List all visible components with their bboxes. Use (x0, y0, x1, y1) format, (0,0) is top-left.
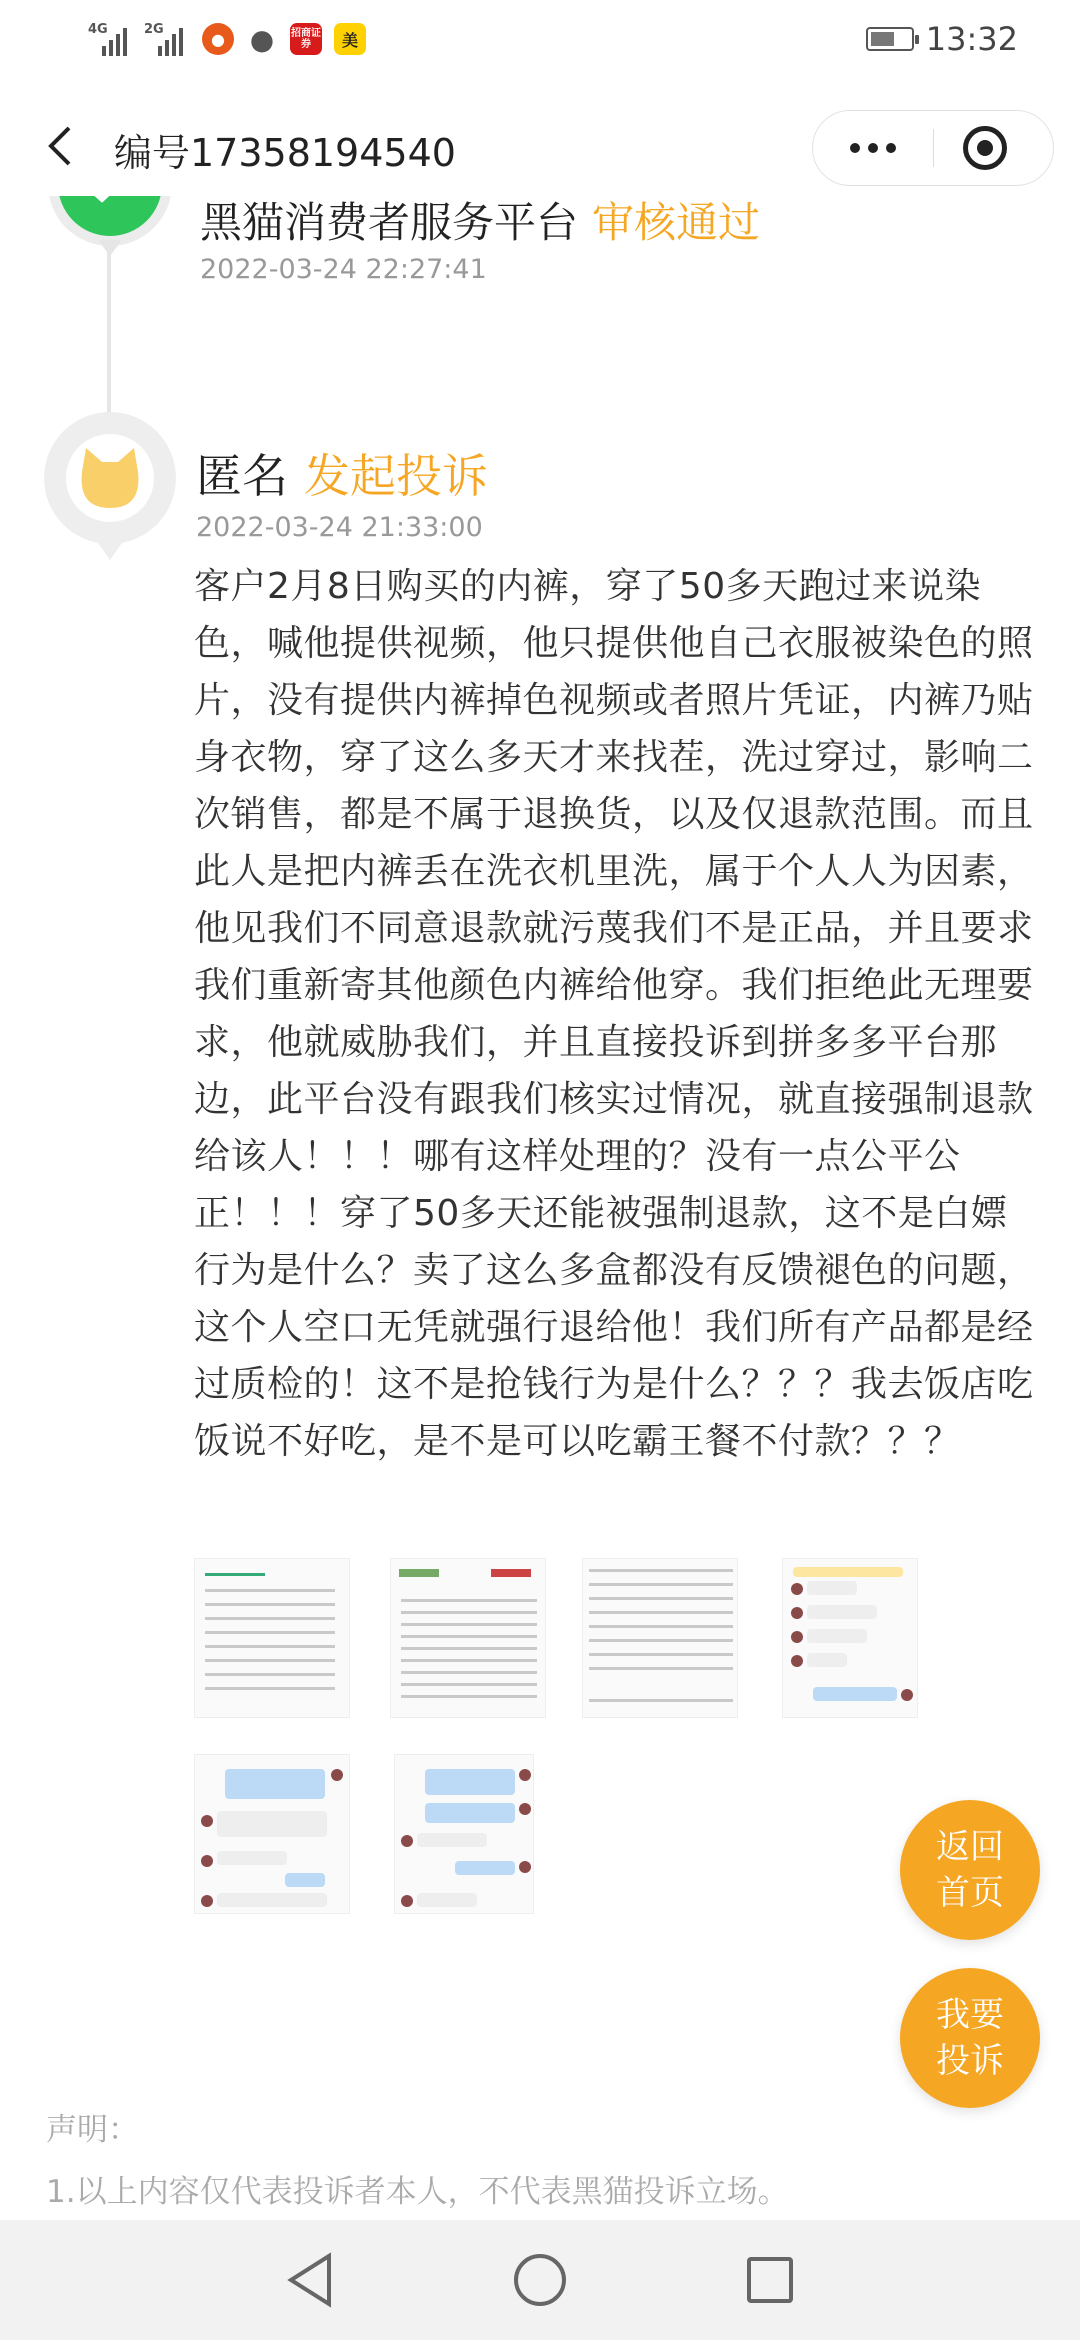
file-complaint-button[interactable]: 我要 投诉 (900, 1968, 1040, 2108)
attachment-thumbnail[interactable] (194, 1558, 350, 1718)
qq-app-icon: ● (246, 23, 278, 55)
more-button[interactable] (813, 111, 933, 185)
complaint-content: 客户2月8日购买的内裤，穿了50多天跑过来说染色，喊他提供视频，他只提供他自己衣服被染色的照片，没有提供内裤掉色视频或者照片凭证，内裤乃贴身衣物，穿了这么多天才来找茬，洗过穿过，影响二次销售，都是不属于退换货，以及仅退款范围。而且此人是把内裤丢在洗衣机里洗，属于个人人为因素，他见我们不同意退款就污蔑我们不是正品，并且要求我们重新寄其他颜色内裤给他穿。我们拒绝此无理要求，他就威胁我们，并且直接投诉到拼多多平台那边，此平台没有跟我们核实过情况，就直接强制退款给该人！！！哪有这样处理的？没有一点公平公正！！！穿了50多天还能被强制退款，这不是白嫖行为是什么？卖了这么多盒都没有反馈褪色的问题，这个人空口无凭就强行退给他！我们所有产品都是经过质检的！这不是抢钱行为是什么？？？我去饭店吃饭说不好吃，是不是可以吃霸王餐不付款？？？ (194, 566, 1034, 1462)
taobao-app-icon: ● (202, 23, 234, 55)
battery-icon (866, 27, 914, 51)
event-time: 2022-03-24 22:27:41 (200, 254, 487, 285)
status-time: 13:32 (925, 20, 1018, 58)
signal-4g-icon: 4G (90, 22, 134, 56)
system-home-button[interactable] (480, 2220, 600, 2340)
event-action: 审核通过 (592, 198, 761, 247)
target-icon (977, 140, 993, 156)
close-miniprogram-button[interactable] (963, 126, 1007, 170)
attachment-thumbnail[interactable] (782, 1558, 918, 1718)
signal-2g-icon: 2G (146, 22, 190, 56)
declaration-label: 声明： (46, 2112, 139, 2148)
back-to-home-button[interactable]: 返回 首页 (900, 1800, 1040, 1940)
page-title: 编号17358194540 (114, 131, 456, 175)
attachment-thumbnail[interactable] (582, 1558, 738, 1718)
event-actor: 匿名 (196, 449, 288, 503)
event-time: 2022-03-24 21:33:00 (196, 512, 483, 543)
event-title (196, 440, 488, 506)
circle-home-icon (512, 2252, 568, 2308)
event-action: 发起投诉 (304, 449, 488, 503)
square-recents-icon (745, 2255, 795, 2305)
chevron-left-icon (45, 124, 75, 168)
event-actor: 黑猫消费者服务平台 (200, 198, 579, 247)
system-nav-bar (0, 2220, 1080, 2340)
event-title (200, 196, 760, 250)
declaration-text: 1.以上内容仅代表投诉者本人，不代表黑猫投诉立场。 (46, 2174, 789, 2210)
back-button[interactable] (36, 122, 84, 170)
system-recents-button[interactable] (710, 2220, 830, 2340)
system-back-button[interactable] (250, 2220, 370, 2340)
triangle-back-icon (285, 2252, 335, 2308)
meituan-app-icon: 美 (334, 23, 366, 55)
cat-avatar-icon (74, 442, 146, 514)
anonymous-cat-avatar (66, 434, 154, 522)
status-bar (0, 0, 1080, 84)
status-icons (90, 22, 366, 56)
mini-program-capsule (812, 110, 1054, 186)
attachment-thumbnail[interactable] (394, 1754, 534, 1914)
attachment-thumbnail[interactable] (194, 1754, 350, 1914)
nav-bar (0, 100, 1080, 196)
securities-app-icon: 招商证券 (290, 23, 322, 55)
attachment-thumbnail[interactable] (390, 1558, 546, 1718)
